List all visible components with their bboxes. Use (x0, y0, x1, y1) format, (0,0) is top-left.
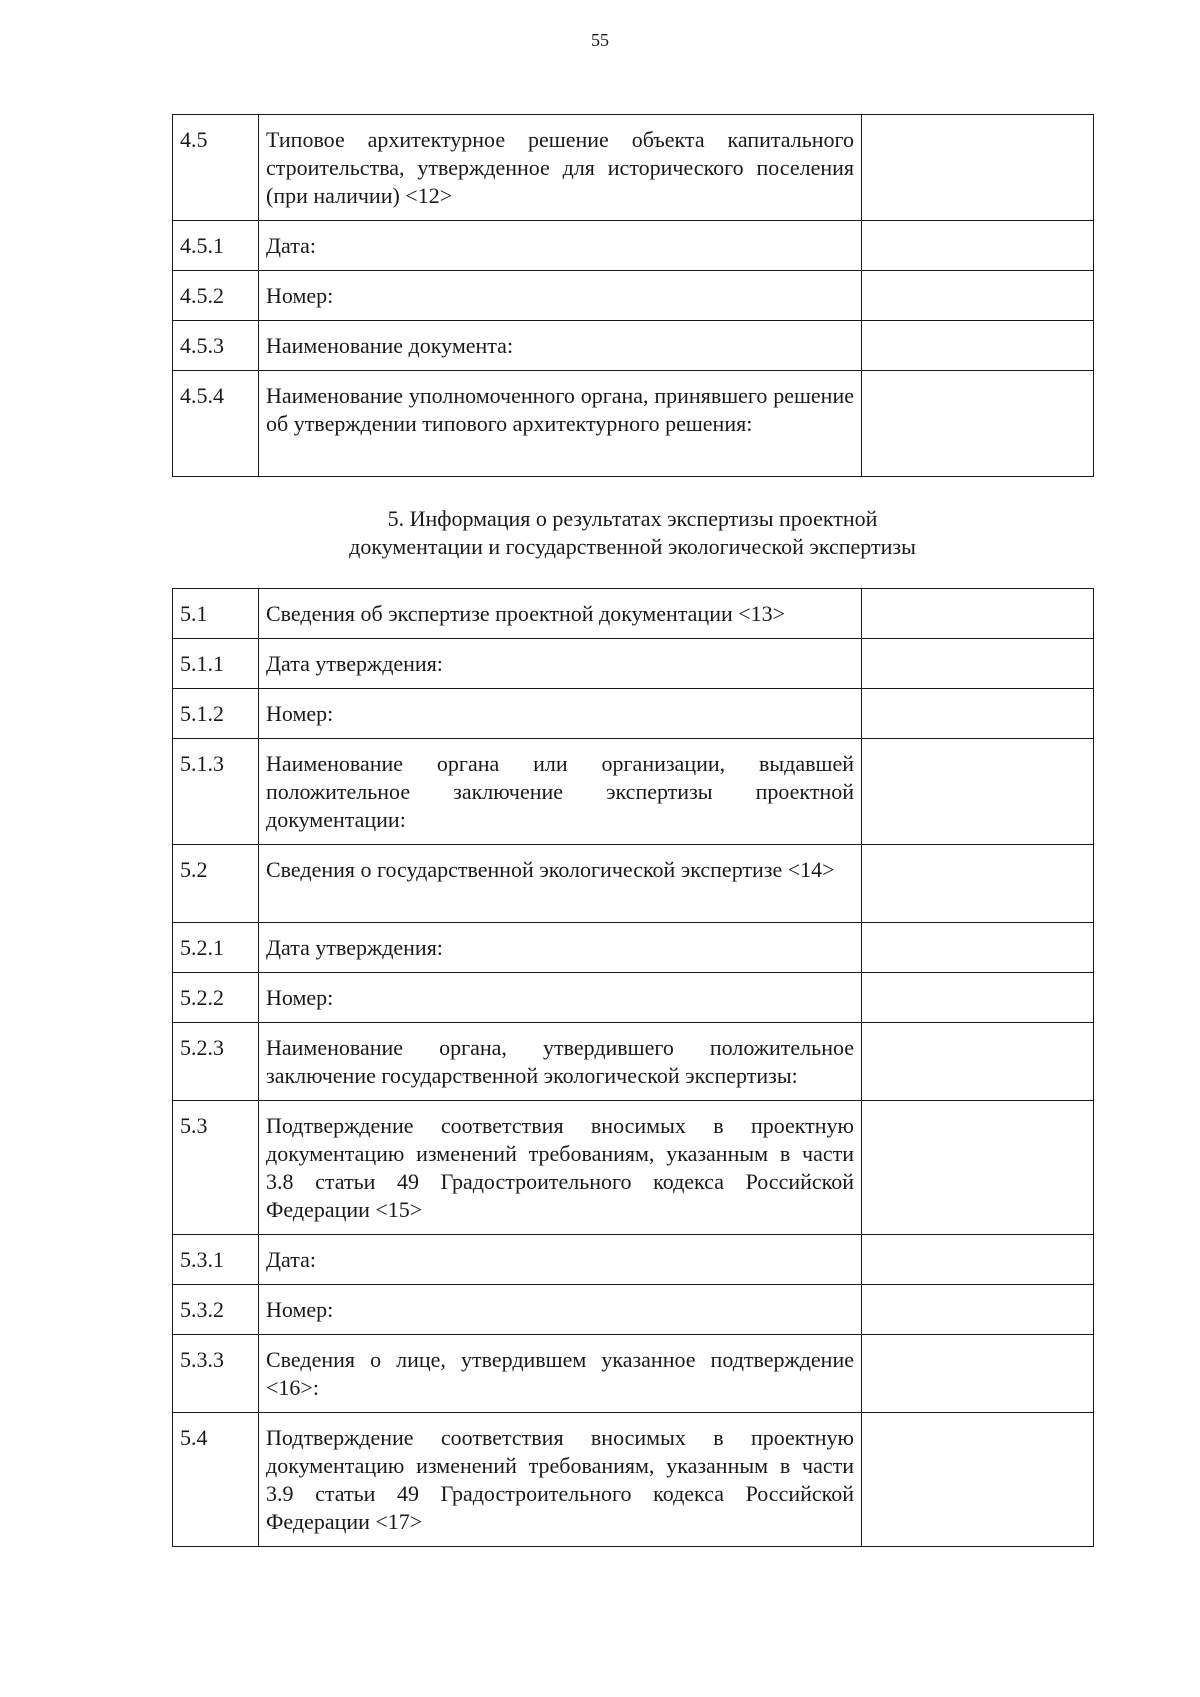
row-number: 5.3.2 (173, 1285, 259, 1335)
value-field[interactable] (862, 1285, 1094, 1335)
value-field[interactable] (862, 1101, 1094, 1235)
table-row (173, 221, 1094, 271)
value-field[interactable] (862, 845, 1094, 923)
value-field[interactable] (862, 639, 1094, 689)
row-description: Сведения о государственной экологической экспертизе <14> (259, 845, 862, 923)
row-description: Дата: (259, 1235, 862, 1285)
row-number: 5.2 (173, 845, 259, 923)
table-row (173, 1235, 1094, 1285)
row-description: Наименование уполномоченного органа, принявшего решение об утверждении типового архитектурного решения: (259, 371, 862, 477)
value-field[interactable] (862, 1023, 1094, 1101)
row-number: 5.1.2 (173, 689, 259, 739)
row-number: 4.5 (173, 115, 259, 221)
row-number: 5.3 (173, 1101, 259, 1235)
row-description: Типовое архитектурное решение объекта капитального строительства, утвержденное для исторического поселения (при наличии) <12> (259, 115, 862, 221)
table-row (173, 639, 1094, 689)
row-description: Наименование органа, утвердившего положительное заключение государственной экологической экспертизы: (259, 1023, 862, 1101)
table-row (173, 739, 1094, 845)
value-field[interactable] (862, 115, 1094, 221)
value-field[interactable] (862, 371, 1094, 477)
table-row (173, 371, 1094, 477)
value-field[interactable] (862, 973, 1094, 1023)
row-number: 4.5.3 (173, 321, 259, 371)
row-number: 5.2.2 (173, 973, 259, 1023)
table-row (173, 1101, 1094, 1235)
row-number: 4.5.4 (173, 371, 259, 477)
row-description: Наименование органа или организации, выдавшей положительное заключение экспертизы проектной документации: (259, 739, 862, 845)
table-section-5 (172, 588, 1094, 1547)
table-row (173, 923, 1094, 973)
page-number: 55 (591, 30, 609, 50)
row-number: 5.1.3 (173, 739, 259, 845)
table-row (173, 689, 1094, 739)
row-description: Номер: (259, 271, 862, 321)
row-number: 5.4 (173, 1413, 259, 1547)
row-number: 5.3.3 (173, 1335, 259, 1413)
row-number: 5.1 (173, 589, 259, 639)
row-description: Подтверждение соответствия вносимых в проектную документацию изменений требованиям, указанным в части 3.9 статьи 49 Градостроительного кодекса Российской Федерации <17> (259, 1413, 862, 1547)
table-row (173, 1335, 1094, 1413)
row-number: 4.5.1 (173, 221, 259, 271)
row-description: Дата утверждения: (259, 639, 862, 689)
table-row (173, 845, 1094, 923)
value-field[interactable] (862, 589, 1094, 639)
table-row (173, 589, 1094, 639)
value-field[interactable] (862, 923, 1094, 973)
value-field[interactable] (862, 221, 1094, 271)
row-number: 4.5.2 (173, 271, 259, 321)
value-field[interactable] (862, 271, 1094, 321)
row-description: Номер: (259, 973, 862, 1023)
value-field[interactable] (862, 689, 1094, 739)
row-description: Наименование документа: (259, 321, 862, 371)
value-field[interactable] (862, 1335, 1094, 1413)
row-number: 5.1.1 (173, 639, 259, 689)
value-field[interactable] (862, 1235, 1094, 1285)
table-row (173, 1285, 1094, 1335)
table-row (173, 1023, 1094, 1101)
section-heading-line: документации и государственной экологической экспертизы (349, 534, 916, 559)
table-row (173, 973, 1094, 1023)
section-5-heading (172, 505, 1093, 561)
row-description: Номер: (259, 689, 862, 739)
row-description: Подтверждение соответствия вносимых в проектную документацию изменений требованиям, указанным в части 3.8 статьи 49 Градостроительного кодекса Российской Федерации <15> (259, 1101, 862, 1235)
table-section-4 (172, 114, 1094, 477)
row-number: 5.2.3 (173, 1023, 259, 1101)
row-description: Номер: (259, 1285, 862, 1335)
row-description: Сведения об экспертизе проектной документации <13> (259, 589, 862, 639)
table-row (173, 321, 1094, 371)
table-row (173, 115, 1094, 221)
row-number: 5.3.1 (173, 1235, 259, 1285)
row-number: 5.2.1 (173, 923, 259, 973)
section-heading-line: 5. Информация о результатах экспертизы проектной (387, 506, 878, 531)
value-field[interactable] (862, 739, 1094, 845)
value-field[interactable] (862, 1413, 1094, 1547)
row-description: Дата: (259, 221, 862, 271)
row-description: Сведения о лице, утвердившем указанное подтверждение <16>: (259, 1335, 862, 1413)
value-field[interactable] (862, 321, 1094, 371)
table-row (173, 271, 1094, 321)
table-row (173, 1413, 1094, 1547)
row-description: Дата утверждения: (259, 923, 862, 973)
